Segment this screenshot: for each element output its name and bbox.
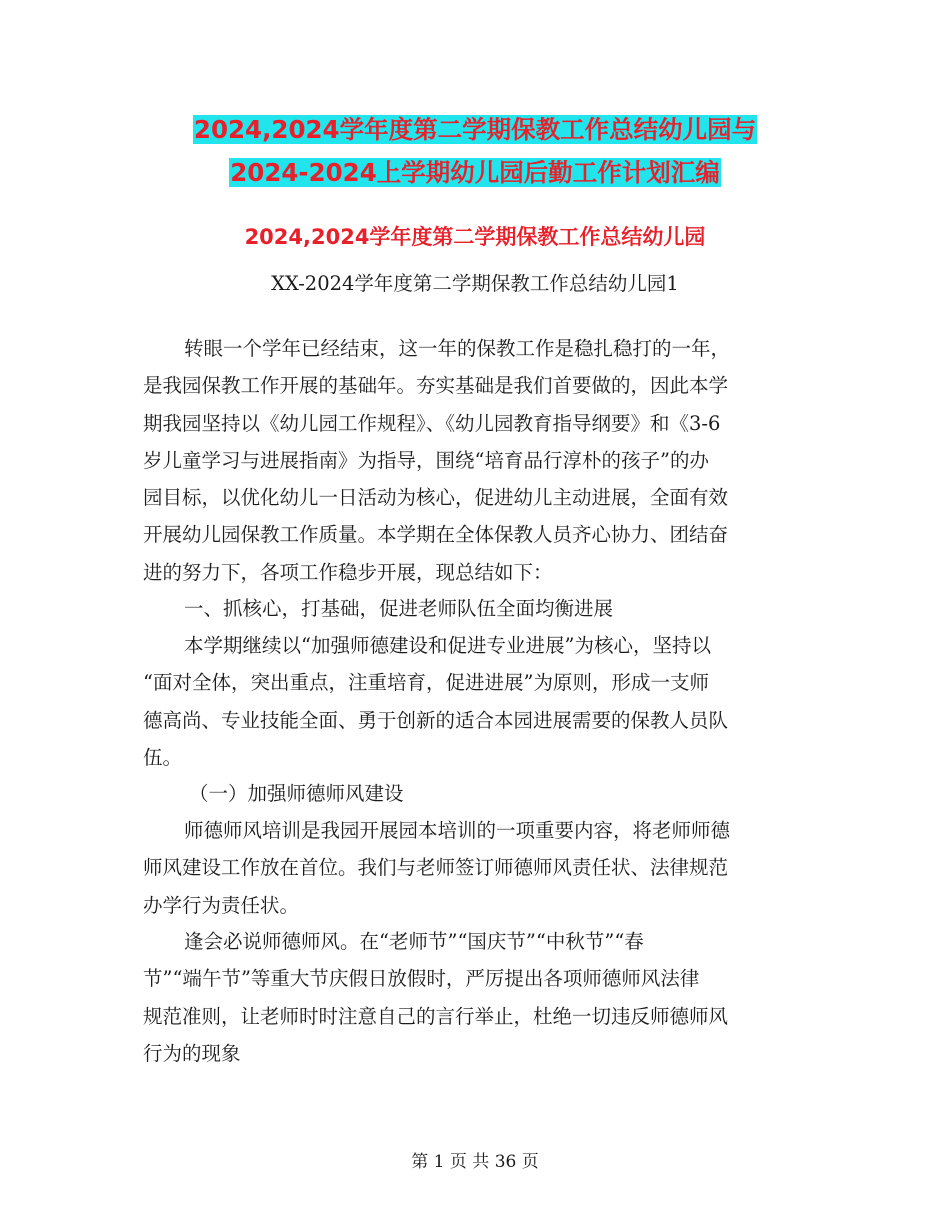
text-line: 师德师风培训是我园开展园本培训的一项重要内容，将老师师德 bbox=[184, 819, 731, 842]
text-line: 期我园坚持以《幼儿园工作规程》、《幼儿园教育指导纲要》和《3-6 bbox=[143, 411, 721, 435]
text-line: 办学行为责任状。 bbox=[143, 893, 300, 917]
text-line: 是我园保教工作开展的基础年。夯实基础是我们首要做的，因此本学 bbox=[143, 374, 729, 398]
text-line: 规范准则，让老师时时注意自己的言行举止，杜绝一切违反师德师风 bbox=[143, 1004, 729, 1028]
section-heading-1 bbox=[143, 590, 613, 627]
text-line: 行为的现象 bbox=[143, 1041, 241, 1065]
text-line: 进的努力下，各项工作稳步开展，现总结如下： bbox=[143, 560, 553, 584]
text-line: “面对全体，突出重点，注重培育，促进进展”为原则，形成一支师 bbox=[143, 671, 709, 695]
paragraph-intro bbox=[143, 330, 730, 591]
subsection-heading-1 bbox=[143, 775, 404, 812]
text-line: 园目标，以优化幼儿一日活动为核心，促进幼儿主动进展，全面有效 bbox=[143, 486, 729, 510]
text-line: 节”“端午节”等重大节庆假日放假时，严厉提出各项师德师风法律 bbox=[143, 967, 700, 991]
section-title: 2024,2024学年度第二学期保教工作总结幼儿园 bbox=[244, 225, 706, 249]
text-line: 伍。 bbox=[143, 745, 183, 769]
text-line: 转眼一个学年已经结束，这一年的保教工作是稳扎稳打的一年， bbox=[184, 337, 731, 360]
text-line: 本学期继续以“加强师德建设和促进专业进展”为核心，坚持以 bbox=[184, 634, 711, 657]
text-line: 一、抓核心，打基础，促进老师队伍全面均衡进展 bbox=[184, 597, 614, 620]
text-line: （一）加强师德师风建设 bbox=[189, 782, 404, 805]
page-footer: 第 1 页 共 36 页 bbox=[411, 1152, 539, 1172]
paragraph-holidays bbox=[143, 923, 728, 1072]
text-line: 师风建设工作放在首位。我们与老师签订师德师风责任状、法律规范 bbox=[143, 856, 729, 880]
main-title-line-1: 2024,2024学年度第二学期保教工作总结幼儿园与 bbox=[193, 115, 757, 144]
text-line: 开展幼儿园保教工作质量。本学期在全体保教人员齐心协力、团结奋 bbox=[143, 523, 729, 547]
text-line: 岁儿童学习与进展指南》为指导，围绕“培育品行淳朴的孩子”的办 bbox=[143, 448, 709, 472]
text-line: 逢会必说师德师风。在“老师节”“国庆节”“中秋节”“春 bbox=[184, 930, 644, 953]
paragraph-ethics-training bbox=[143, 812, 730, 924]
text-line: 德高尚、专业技能全面、勇于创新的适合本园进展需要的保教人员队 bbox=[143, 708, 729, 732]
document-heading: XX-2024学年度第二学期保教工作总结幼儿园1 bbox=[271, 272, 679, 295]
paragraph-team bbox=[143, 627, 728, 776]
main-title-line-2: 2024-2024上学期幼儿园后勤工作计划汇编 bbox=[230, 158, 720, 187]
